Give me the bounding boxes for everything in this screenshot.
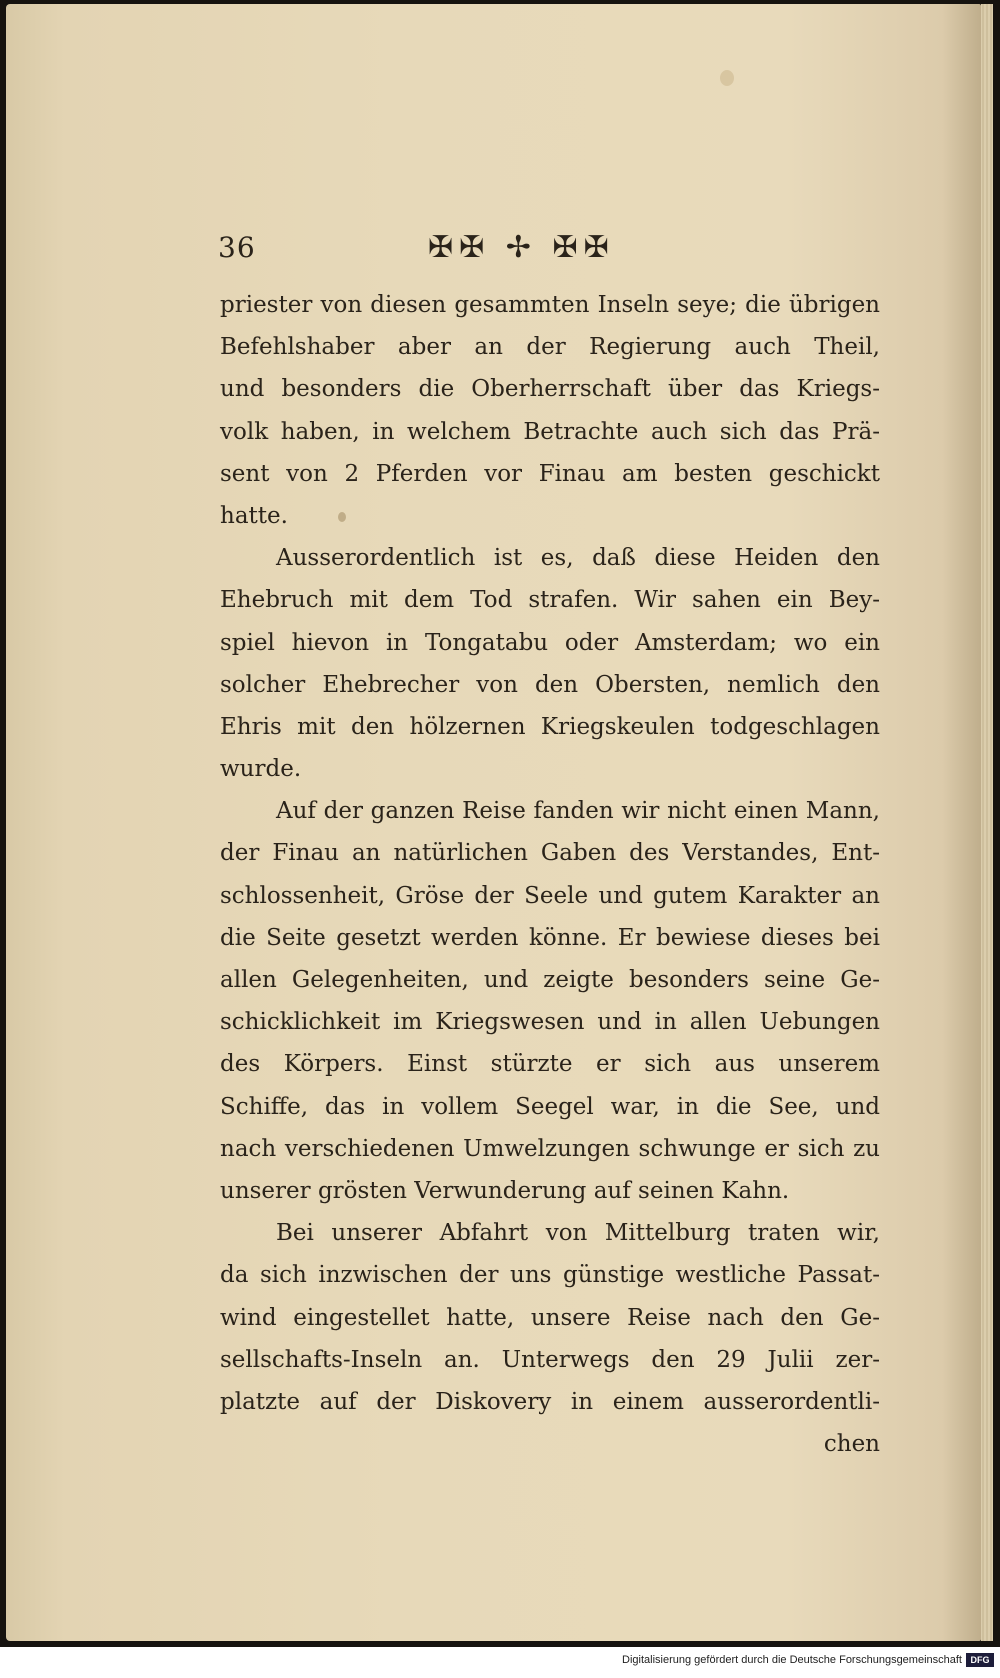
text-line: unserer grösten Verwunderung auf seinen Kahn. [220, 1177, 790, 1204]
text-line: nach verschiedenen Umwelzungen schwunge er sich zu [220, 1135, 880, 1162]
running-head [218, 228, 678, 272]
text-line: die Seite gesetzt werden könne. Er bewiese dieses bei [220, 924, 880, 951]
text-line: schlossenheit, Gröse der Seele und gutem Karakter an [220, 882, 880, 909]
text-line: solcher Ehebrecher von den Obersten, nemlich den [220, 671, 880, 698]
text-line: Auf der ganzen Reise fanden wir nicht einen Mann, [276, 798, 880, 825]
page-number: 36 [218, 231, 256, 264]
text-line: Schiffe, das in vollem Seegel war, in die See, und [220, 1093, 880, 1120]
text-line: Bei unserer Abfahrt von Mittelburg traten wir, [276, 1220, 880, 1247]
text-line: sellschafts-Inseln an. Unterwegs den 29 Julii zer- [220, 1346, 880, 1373]
text-line: der Finau an natürlichen Gaben des Verstandes, Ent- [220, 840, 880, 867]
text-line: Ausserordentlich ist es, daß diese Heiden den [276, 545, 880, 572]
head-ornament: ✠✠ ✢ ✠✠ [428, 230, 615, 265]
text-line: wind eingestellet hatte, unsere Reise nach den Ge- [220, 1304, 880, 1331]
text-line: hatte. [220, 502, 288, 529]
body-text [220, 284, 880, 1465]
catchword: chen [823, 1431, 880, 1458]
text-line: platzte auf der Diskovery in einem ausserordentli- [220, 1388, 880, 1415]
text-line: sent von 2 Pferden vor Finau am besten geschickt [220, 460, 880, 487]
text-line: Befehlshaber aber an der Regierung auch Theil, [220, 334, 880, 361]
text-line: Ehris mit den hölzernen Kriegskeulen todgeschlagen [220, 713, 880, 740]
text-line: allen Gelegenheiten, und zeigte besonders seine Ge- [220, 967, 880, 993]
text-line: schicklichkeit im Kriegswesen und in allen Uebungen [220, 1009, 880, 1036]
dfg-logo: DFG [966, 1653, 994, 1667]
text-line: Ehebruch mit dem Tod strafen. Wir sahen ein Bey- [220, 587, 880, 614]
text-line: volk haben, in welchem Betrachte auch sich das Prä- [220, 418, 880, 445]
digitization-credit: Digitalisierung gefördert durch die Deutsche Forschungsgemeinschaft [622, 1654, 962, 1666]
text-line: des Körpers. Einst stürzte er sich aus unserem [220, 1051, 880, 1078]
text-line: wurde. [220, 756, 302, 783]
text-line: priester von diesen gesammten Inseln seye; die übrigen [220, 292, 880, 318]
text-line: und besonders die Oberherrschaft über das Kriegs- [220, 376, 880, 403]
footer-bar [0, 1647, 1000, 1678]
text-line: da sich inzwischen der uns günstige westliche Passat- [220, 1262, 880, 1289]
text-line: spiel hievon in Tongatabu oder Amsterdam; wo ein [220, 629, 880, 656]
